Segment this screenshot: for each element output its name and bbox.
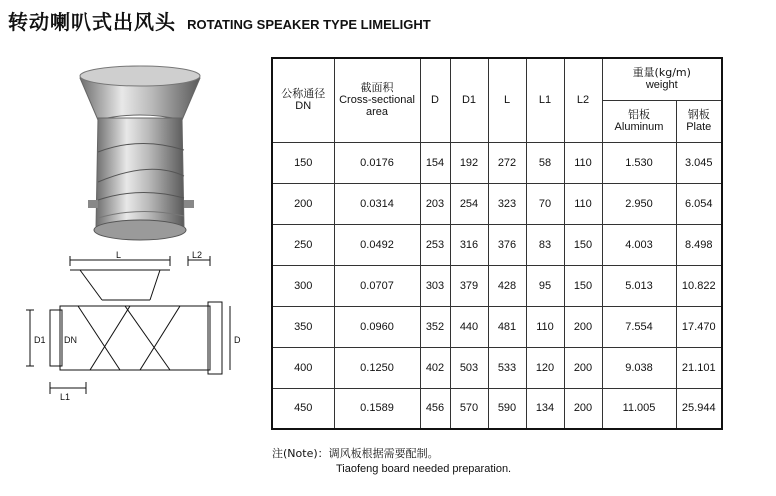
cell-l1: 58 (526, 142, 564, 183)
table-row (272, 265, 722, 306)
header-area-en: Cross-sectional area (339, 94, 415, 119)
dim-label-l1: L1 (60, 392, 71, 402)
header-weight-cn: 重量(kg/m) (632, 66, 691, 80)
cell-area: 0.0314 (334, 183, 420, 224)
cell-l1: 134 (526, 388, 564, 429)
cell-d1: 254 (450, 183, 488, 224)
cell-d1: 503 (450, 347, 488, 388)
note-chinese: 调风板根据需要配制。 (328, 447, 439, 460)
cell-d: 154 (420, 142, 450, 183)
cell-weight-aluminum: 4.003 (602, 224, 676, 265)
header-steel-cn: 钢板 (687, 108, 710, 121)
cell-dn: 400 (272, 347, 334, 388)
cell-area: 0.0492 (334, 224, 420, 265)
cell-l1: 70 (526, 183, 564, 224)
cell-l2: 110 (564, 183, 602, 224)
cell-weight-steel: 21.101 (676, 347, 722, 388)
cell-l1: 110 (526, 306, 564, 347)
table-row (272, 388, 722, 429)
cell-l: 481 (488, 306, 526, 347)
cell-weight-aluminum: 1.530 (602, 142, 676, 183)
technical-drawing (20, 248, 250, 418)
cell-d1: 440 (450, 306, 488, 347)
table-row (272, 347, 722, 388)
product-photo (60, 60, 220, 250)
header-d1: D1 (450, 58, 488, 142)
header-d: D (420, 58, 450, 142)
page-header (8, 6, 431, 35)
cell-weight-steel: 17.470 (676, 306, 722, 347)
header-aluminum-cn: 铝板 (628, 108, 650, 121)
dim-label-d: D (234, 335, 241, 345)
cell-l1: 95 (526, 265, 564, 306)
cell-l: 533 (488, 347, 526, 388)
header-dn-cn: 公称通径 (281, 87, 326, 101)
dim-label-dn: DN (64, 335, 77, 345)
cell-weight-aluminum: 2.950 (602, 183, 676, 224)
cell-area: 0.1589 (334, 388, 420, 429)
cell-dn: 250 (272, 224, 334, 265)
note (272, 445, 439, 461)
cell-dn: 450 (272, 388, 334, 429)
header-l: L (488, 58, 526, 142)
note-english: Tiaofeng board needed preparation. (336, 463, 512, 475)
cell-weight-aluminum: 11.005 (602, 388, 676, 429)
cell-weight-steel: 8.498 (676, 224, 722, 265)
cell-weight-aluminum: 5.013 (602, 265, 676, 306)
note-prefix: 注(Note)： (272, 447, 329, 460)
header-steel (676, 100, 722, 142)
cell-weight-aluminum: 7.554 (602, 306, 676, 347)
cell-weight-steel: 6.054 (676, 183, 722, 224)
header-weight-en: weight (645, 79, 678, 92)
header-area-cn: 截面积 (360, 81, 394, 95)
cell-l: 272 (488, 142, 526, 183)
title-chinese: 转动喇叭式出风头 (8, 10, 176, 34)
header-aluminum (602, 100, 676, 142)
header-l1: L1 (526, 58, 564, 142)
header-l2: L2 (564, 58, 602, 142)
cell-l1: 120 (526, 347, 564, 388)
cell-l: 590 (488, 388, 526, 429)
header-aluminum-en: Aluminum (614, 121, 664, 133)
table-row (272, 306, 722, 347)
cell-d: 456 (420, 388, 450, 429)
header-area (334, 58, 420, 142)
dim-label-l: L (116, 250, 122, 260)
cell-d1: 379 (450, 265, 488, 306)
dim-label-l2: L2 (192, 250, 203, 260)
cell-l: 428 (488, 265, 526, 306)
title-english: ROTATING SPEAKER TYPE LIMELIGHT (187, 17, 431, 32)
cell-l2: 200 (564, 347, 602, 388)
cell-dn: 350 (272, 306, 334, 347)
cell-d1: 570 (450, 388, 488, 429)
header-dn (272, 58, 334, 142)
cell-l: 323 (488, 183, 526, 224)
cell-l1: 83 (526, 224, 564, 265)
cell-d: 303 (420, 265, 450, 306)
cell-d: 402 (420, 347, 450, 388)
table-row (272, 183, 722, 224)
cell-l2: 110 (564, 142, 602, 183)
table-row (272, 224, 722, 265)
cell-weight-steel: 25.944 (676, 388, 722, 429)
cell-l2: 200 (564, 388, 602, 429)
cell-d: 203 (420, 183, 450, 224)
cell-l2: 150 (564, 224, 602, 265)
cell-d: 352 (420, 306, 450, 347)
cell-d1: 192 (450, 142, 488, 183)
header-dn-en: DN (295, 100, 312, 113)
cell-weight-aluminum: 9.038 (602, 347, 676, 388)
header-steel-en: Plate (686, 121, 712, 133)
cell-weight-steel: 3.045 (676, 142, 722, 183)
cell-d: 253 (420, 224, 450, 265)
cell-dn: 300 (272, 265, 334, 306)
cell-area: 0.1250 (334, 347, 420, 388)
cell-dn: 150 (272, 142, 334, 183)
table-row (272, 142, 722, 183)
cell-area: 0.0707 (334, 265, 420, 306)
header-weight (602, 58, 722, 100)
cell-area: 0.0176 (334, 142, 420, 183)
cell-dn: 200 (272, 183, 334, 224)
cell-l2: 200 (564, 306, 602, 347)
cell-area: 0.0960 (334, 306, 420, 347)
cell-weight-steel: 10.822 (676, 265, 722, 306)
spec-table-body (272, 142, 722, 429)
spec-table (271, 57, 723, 430)
dim-label-d1: D1 (34, 335, 46, 345)
cell-l: 376 (488, 224, 526, 265)
cell-l2: 150 (564, 265, 602, 306)
cell-d1: 316 (450, 224, 488, 265)
